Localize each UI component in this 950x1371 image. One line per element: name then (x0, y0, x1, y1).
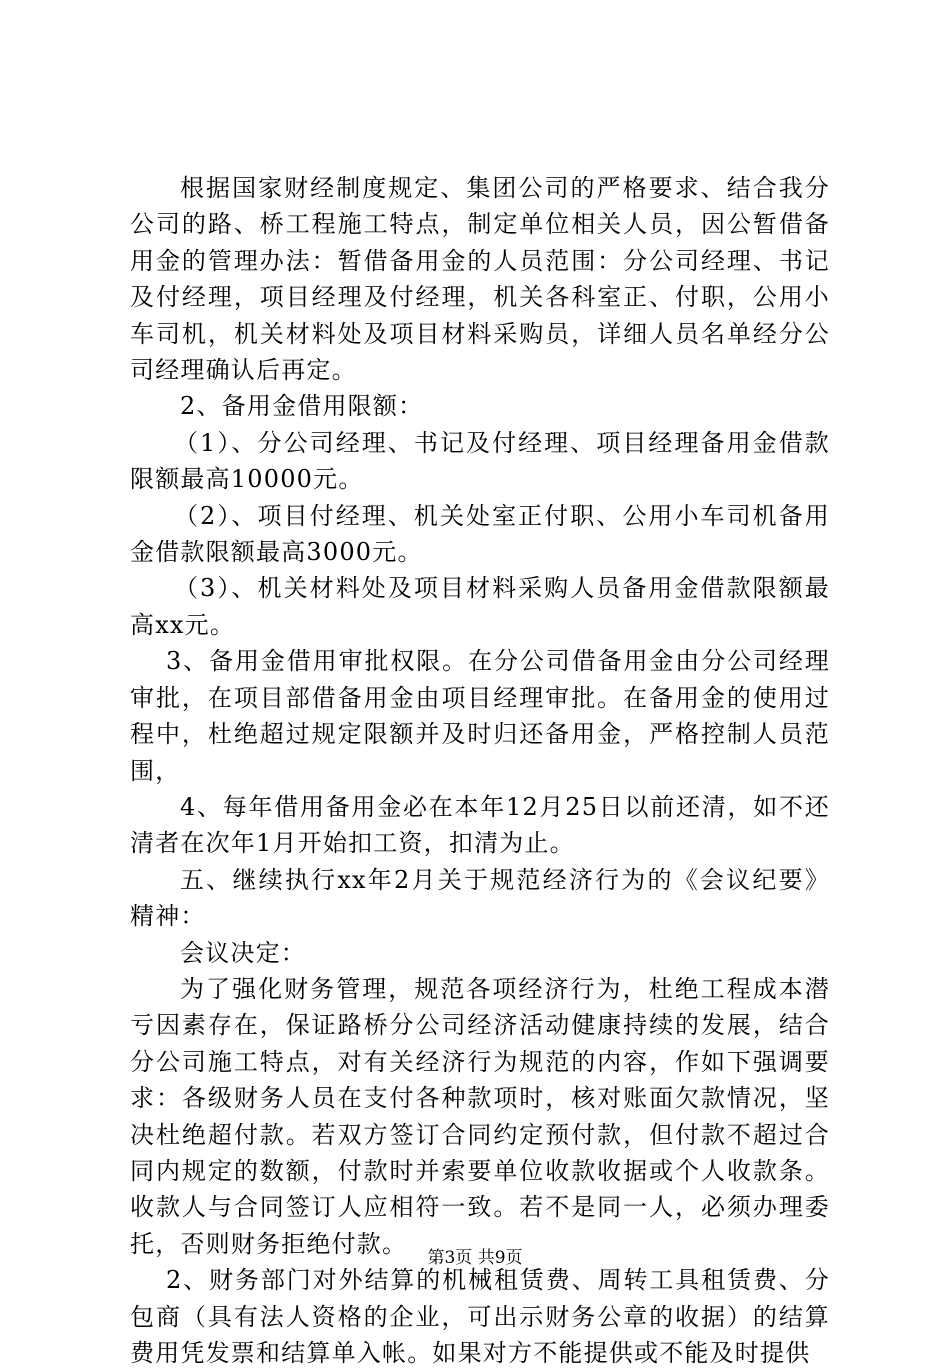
paragraph-limit-1: （1）、分公司经理、书记及付经理、项目经理备用金借款限额最高10000元。 (130, 428, 830, 494)
paragraph-settlement: 2、财务部门对外结算的机械租赁费、周转工具租赁费、分包商（具有法人资格的企业，可出示财务公章的收据）的结算费用凭发票和结算单入帐。如果对方不能提供或不能及时提供 (130, 1266, 830, 1367)
paragraph-repayment: 4、每年借用备用金必在本年12月25日以前还清，如不还清者在次年1月开始扣工资，扣清为止。 (130, 792, 830, 858)
paragraph-approval: 3、备用金借用审批权限。在分公司借备用金由分公司经理审批，在项目部借备用金由项目经理审批。在备用金的使用过程中，杜绝超过规定限额并及时归还备用金，严格控制人员范围， (130, 647, 830, 785)
paragraph-limit-2: （2）、项目付经理、机关处室正付职、公用小车司机备用金借款限额最高3000元。 (130, 501, 830, 567)
paragraph-intro: 根据国家财经制度规定、集团公司的严格要求、结合我分公司的路、桥工程施工特点，制定单位相关人员，因公暂借备用金的管理办法：暂借备用金的人员范围：分公司经理、书记及付经理，项目经理及付经理，机关各科室正、付职，公用小车司机，机关材料处及项目材料采购员，详细人员名单经分公司经理确认后再定。 (130, 174, 830, 385)
paragraph-section-five: 五、继续执行xx年2月关于规范经济行为的《会议纪要》精神： (130, 865, 830, 931)
paragraph-limit-3: （3）、机关材料处及项目材料采购人员备用金借款限额最高xx元。 (130, 574, 830, 639)
page-number: 第3页 共9页 (427, 1248, 523, 1268)
document-body (130, 170, 830, 1371)
paragraph-meeting-decision: 会议决定： (180, 938, 306, 967)
paragraph-limit-heading: 2、备用金借用限额： (180, 392, 424, 421)
paragraph-finance-rules: 为了强化财务管理，规范各项经济行为，杜绝工程成本潜亏因素存在，保证路桥分公司经济活动健康持续的发展，结合分公司施工特点，对有关经济行为规范的内容，作如下强调要求：各级财务人员在支付各种款项时，核对账面欠款情况，坚决杜绝超付款。若双方签订合同约定预付款，但付款不超过合同内规定的数额，付款时并索要单位收款收据或个人收款条。收款人与合同签订人应相符一致。若不是同一人，必须办理委托，否则财务拒绝付款。 (130, 974, 830, 1258)
